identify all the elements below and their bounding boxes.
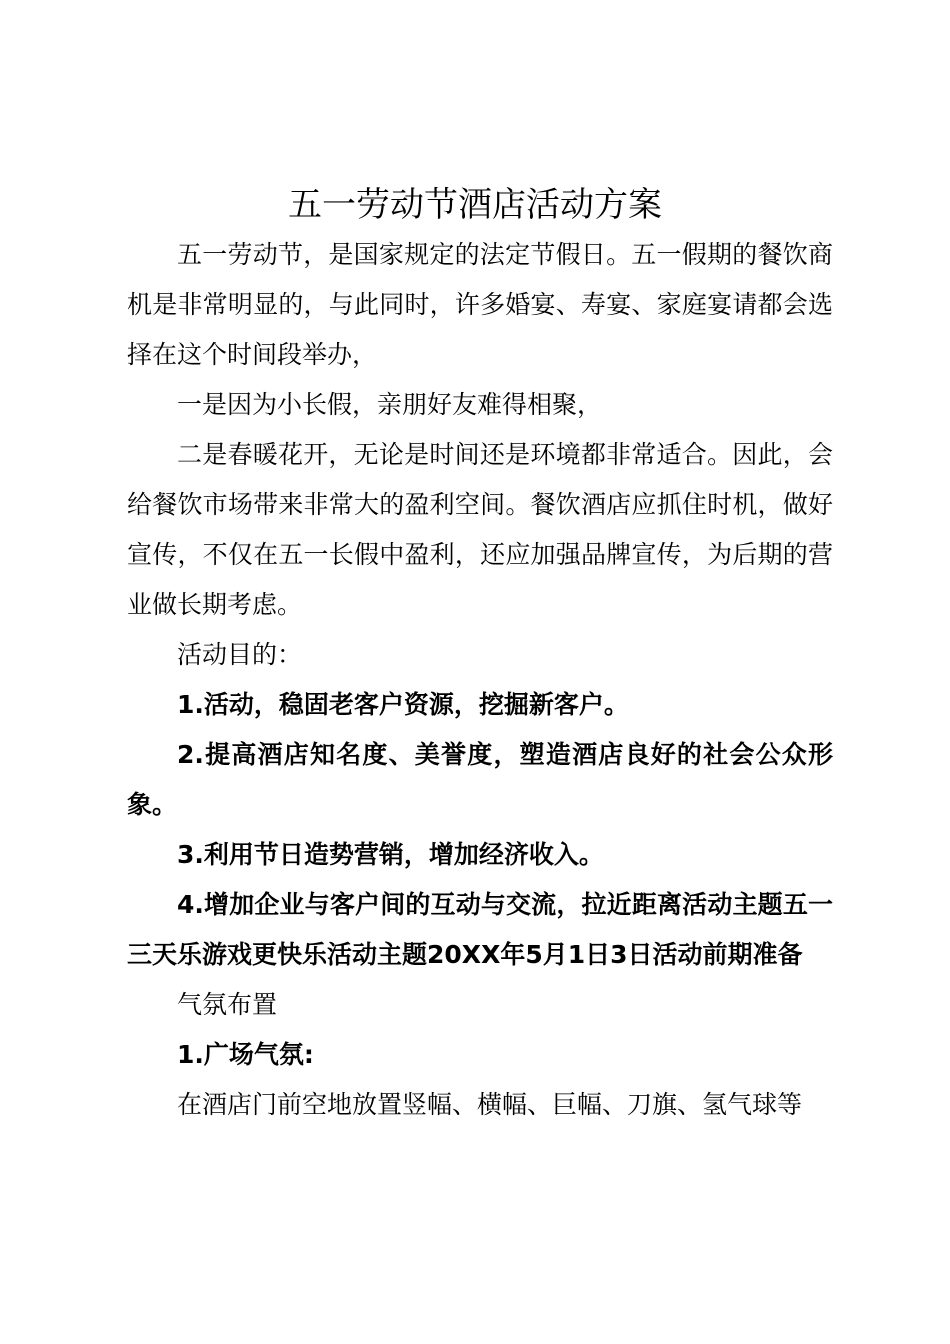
purpose-item-1: 1.活动，稳固老客户资源，挖掘新客户。 <box>177 690 629 719</box>
atmosphere-item-1: 1.广场气氛: <box>177 1040 314 1069</box>
document-body <box>127 230 833 1130</box>
section-heading-atmosphere: 气氛布置 <box>177 990 278 1019</box>
paragraph-reason-one: 一是因为小长假，亲朋好友难得相聚， <box>177 390 603 419</box>
purpose-item-2: 2.提高酒店知名度、美誉度，塑造酒店良好的社会公众形象。 <box>127 740 833 819</box>
paragraph-plaza-decor: 在酒店门前空地放置竖幅、横幅、巨幅、刀旗、氢气球等 <box>177 1090 803 1119</box>
paragraph-intro: 五一劳动节，是国家规定的法定节假日。五一假期的餐饮商机是非常明显的，与此同时，许多婚宴、寿宴、家庭宴请都会选择在这个时间段举办， <box>127 240 833 369</box>
purpose-item-4: 4.增加企业与客户间的互动与交流，拉近距离活动主题五一三天乐游戏更快乐活动主题20XX年5月1日3日活动前期准备 <box>127 890 833 969</box>
purpose-item-3: 3.利用节日造势营销，增加经济收入。 <box>177 840 604 869</box>
paragraph-reason-two: 二是春暖花开，无论是时间还是环境都非常适合。因此，会给餐饮市场带来非常大的盈利空间。餐饮酒店应抓住时机，做好宣传，不仅在五一长假中盈利，还应加强品牌宣传，为后期的营业做长期考虑。 <box>127 440 833 619</box>
section-heading-purpose: 活动目的： <box>177 640 303 669</box>
document-title: 五一劳动节酒店活动方案 <box>288 185 662 225</box>
